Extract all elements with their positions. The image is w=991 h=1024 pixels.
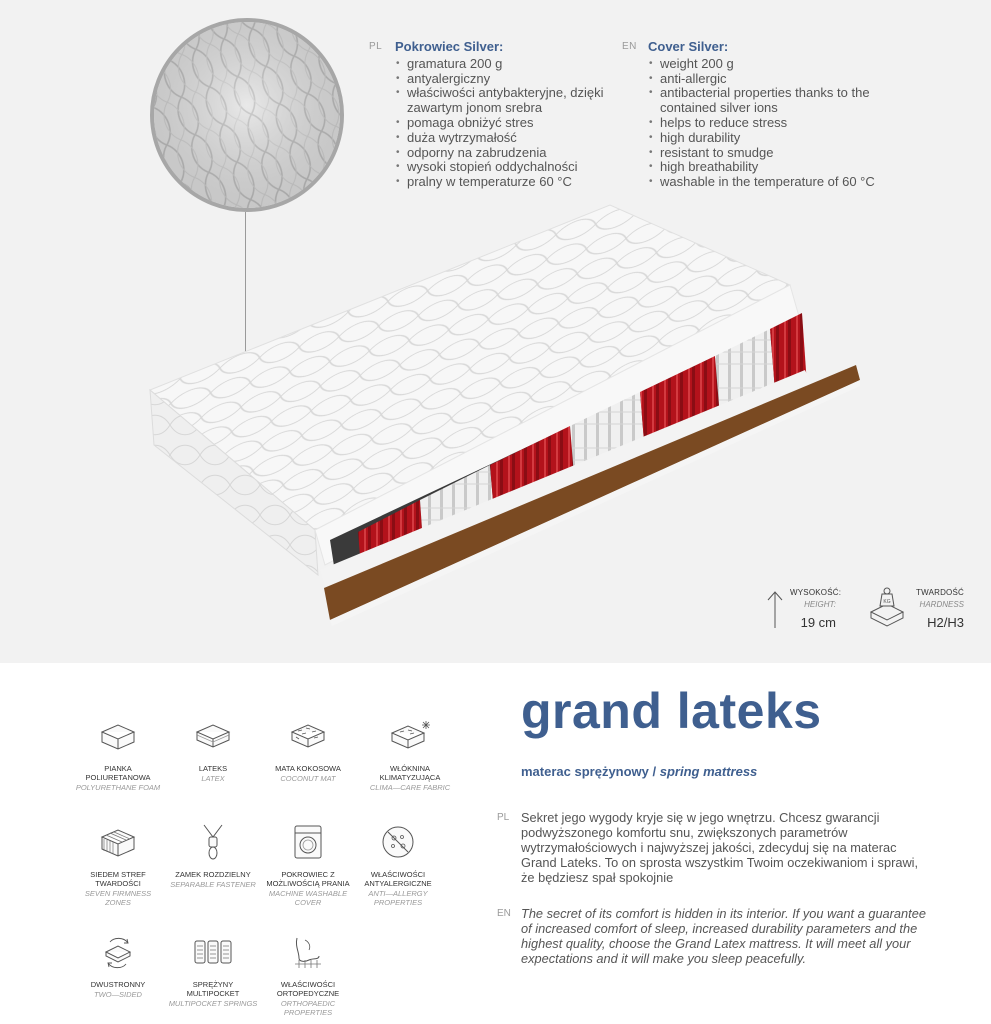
feature-label-pl: WŁÓKNINA KLIMATYZUJĄCA — [379, 764, 441, 782]
cover-spec-en — [622, 39, 900, 190]
feature-coconut — [263, 716, 353, 783]
feature-label-pl: POKROWIEC Z MOŻLIWOŚCIĄ PRANIA — [266, 870, 350, 888]
list-item: • antibacterial properties thanks to the contained silver ions — [648, 86, 900, 116]
washing-machine-icon — [292, 824, 324, 860]
cover-heading-en: Cover Silver: — [648, 39, 729, 54]
mattress-cutaway-image — [140, 200, 860, 650]
feature-label-en: SEPARABLE FASTENER — [170, 880, 256, 889]
anti-allergy-icon — [380, 824, 416, 860]
lang-label-en: EN — [497, 908, 511, 919]
feature-label-en: CLIMA—CARE FABRIC — [369, 783, 451, 792]
feature-label-pl: WŁAŚCIWOŚCI ANTYALERGICZNE — [364, 870, 432, 888]
feature-label-en: ORTHOPAEDIC PROPERTIES — [280, 999, 336, 1017]
list-item: • resistant to smudge — [648, 146, 900, 161]
description-en — [497, 906, 931, 966]
feature-zones — [73, 822, 163, 907]
feature-label-pl: ZAMEK ROZDZIELNY — [175, 870, 251, 879]
feature-orthopedic — [263, 932, 353, 1017]
latex-block-icon — [193, 720, 233, 752]
fabric-swatch-image — [150, 18, 344, 212]
list-item: • wysoki stopień oddychalności — [395, 160, 607, 175]
description-text-pl: Sekret jego wygody kryje się w jego wnętrzu. Chcesz gwarancji podwyższonego komfortu snu, zwiększonych parametrów wytrzymałościowych i najwyższej jakości, zdecyduj się na materac Grand Lateks. To on sprosta wszystkim Twoim oczekiwaniom i sprawi, że będziesz spał spokojnie — [521, 810, 919, 885]
list-item: • antyalergiczny — [395, 72, 607, 87]
height-label-pl: WYSOKOŚĆ: — [790, 588, 842, 597]
feature-label-en: MACHINE WASHABLE COVER — [268, 889, 348, 907]
kg-label: KG — [883, 599, 891, 605]
feature-latex — [168, 716, 258, 783]
feature-zipper — [168, 822, 258, 889]
list-item: • pralny w temperaturze 60 °C — [395, 175, 607, 190]
subtitle-en: spring mattress — [659, 764, 758, 779]
springs-icon — [193, 937, 233, 967]
list-item: • helps to reduce stress — [648, 116, 900, 131]
clima-fabric-icon — [388, 719, 432, 753]
list-item: • washable in the temperature of 60 °C — [648, 175, 900, 190]
height-label-en: HEIGHT: — [804, 600, 836, 609]
feature-two-sided — [73, 932, 163, 999]
list-item: • odporny na zabrudzenia — [395, 146, 607, 161]
lang-label-pl: PL — [369, 41, 383, 52]
list-item: • gramatura 200 g — [395, 57, 607, 72]
feature-foam — [73, 716, 163, 792]
coconut-mat-icon — [288, 720, 328, 752]
feature-label-en: TWO—SIDED — [94, 990, 142, 999]
feature-label-en: POLYURETHANE FOAM — [75, 783, 161, 792]
hardness-value: H2/H3 — [927, 615, 964, 630]
feature-clima — [365, 716, 455, 792]
subtitle-pl: materac sprężynowy — [521, 764, 649, 779]
feature-label-pl: WŁAŚCIWOŚCI ORTOPEDYCZNE — [276, 980, 340, 998]
list-item: • pomaga obniżyć stres — [395, 116, 607, 131]
product-title: grand lateks — [521, 683, 822, 739]
hardness-label-en: HARDNESS — [919, 600, 964, 609]
zipper-icon — [198, 823, 228, 861]
cover-spec-pl — [369, 39, 607, 190]
height-metric — [790, 588, 842, 630]
foam-block-icon — [98, 720, 138, 752]
two-sided-icon — [100, 934, 136, 970]
feature-washable — [263, 822, 353, 907]
height-value: 19 cm — [800, 615, 836, 630]
list-item: • high breathability — [648, 160, 900, 175]
feature-label-pl: SIEDEM STREF TWARDOŚCI — [90, 870, 146, 888]
lang-label-en: EN — [622, 41, 637, 52]
description-pl — [497, 810, 931, 885]
feature-label-pl: DWUSTRONNY — [90, 980, 146, 989]
cover-heading-pl: Pokrowiec Silver: — [395, 39, 504, 54]
arrow-up-icon — [766, 590, 784, 630]
cover-list-pl — [395, 57, 607, 190]
feature-label-en: LATEX — [201, 774, 225, 783]
feature-label-pl: PIANKA POLIURETANOWA — [85, 764, 151, 782]
hardness-metric — [912, 588, 964, 630]
feature-label-en: ANTI—ALLERGY PROPERTIES — [368, 889, 428, 907]
feature-label-pl: SPRĘŻYNY MULTIPOCKET — [186, 980, 240, 998]
seven-zones-icon — [98, 825, 138, 859]
list-item: • weight 200 g — [648, 57, 900, 72]
feature-label-pl: MATA KOKOSOWA — [275, 764, 341, 773]
list-item: • high durability — [648, 131, 900, 146]
cover-list-en — [648, 57, 900, 190]
lang-label-pl: PL — [497, 812, 510, 823]
subtitle-separator: / — [648, 764, 660, 779]
feature-label-en: MULTIPOCKET SPRINGS — [168, 999, 258, 1008]
list-item: • duża wytrzymałość — [395, 131, 607, 146]
orthopedic-icon — [291, 934, 325, 970]
kg-weight-icon — [867, 584, 907, 628]
feature-antiallergy — [353, 822, 443, 907]
list-item: • anti-allergic — [648, 72, 900, 87]
feature-label-pl: LATEKS — [198, 764, 228, 773]
feature-label-en: SEVEN FIRMNESS ZONES — [84, 889, 152, 907]
list-item: • właściwości antybakteryjne, dzięki zawartym jonom srebra — [395, 86, 607, 116]
description-text-en: The secret of its comfort is hidden in its interior. If you want a guarantee of increased comfort of sleep, increased durability parameters and the highest quality, choose the Grand Latex mattress. It will meet all your expectations and it will make you sleep peacefully. — [521, 906, 926, 966]
feature-label-en: COCONUT MAT — [280, 774, 336, 783]
feature-springs — [168, 932, 258, 1008]
hardness-label-pl: TWARDOŚĆ — [916, 588, 964, 597]
product-subtitle — [521, 764, 757, 779]
